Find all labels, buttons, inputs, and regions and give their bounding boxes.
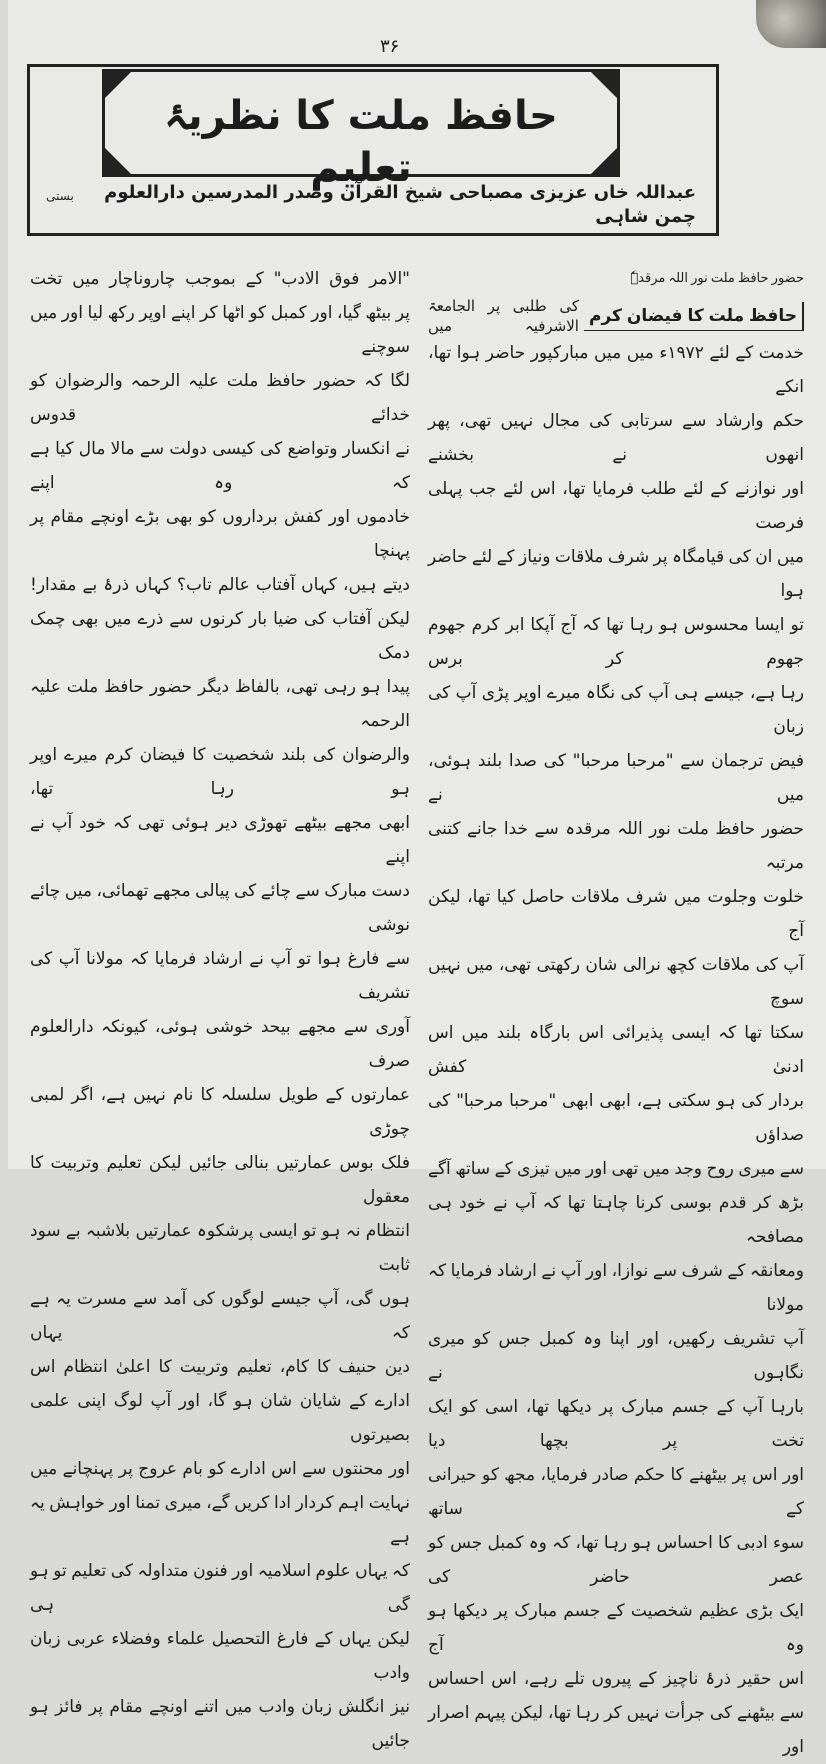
text-line: حکم وارشاد سے سرتابی کی مجال نہیں تھی، پھر انھوں نے بخشنے — [428, 411, 804, 465]
text-line: لیکن یہاں کے فارغ التحصیل علماء وفضلاء عربی زبان وادب — [30, 1629, 410, 1683]
title-frame — [27, 64, 719, 236]
text-line: ایک بڑی عظیم شخصیت کے جسم مبارک پر دیکھا ہو وہ آج — [428, 1601, 804, 1655]
text-line: پیدا ہو رہی تھی، بالفاظ دیگر حضور حافظ ملت علیہ الرحمہ — [30, 677, 410, 731]
text-line: نے انکسار وتواضع کی کیسی دولت سے مالا مال کیا ہے کہ وہ اپنے — [30, 439, 410, 493]
text-line: پر بیٹھ گیا، اور کمبل کو اٹھا کر اپنے اوپر رکھ لیا اور میں سوچنے — [30, 303, 410, 357]
text-line: فیض ترجمان سے "مرحبا مرحبا" کی صدا بلند ہوئی، میں نے — [428, 751, 804, 805]
text-line: اس حقیر ذرۂ ناچیز کے پیروں تلے رہے، اس احساس — [428, 1669, 804, 1689]
text-line: آوری سے مجھے بیحد خوشی ہوئی، کیونکہ دارالعلوم صرف — [30, 1017, 410, 1071]
text-line: عمارتوں کے طویل سلسلہ کا نام نہیں ہے، اگر لمبی چوڑی — [30, 1085, 410, 1139]
text-line: کہ یہاں علوم اسلامیہ اور فنون متداولہ کی تعلیم تو ہو گی ہی — [30, 1561, 410, 1615]
text-line: آپ کی ملاقات کچھ نرالی شان رکھتی تھی، میں نہیں سوچ — [428, 955, 804, 1009]
text-line: بارہا آپ کے جسم مبارک پر دیکھا تھا، اسی کو ایک تخت پر بچھا دیا — [428, 1397, 804, 1451]
title-box — [102, 69, 620, 191]
byline-place: بستی — [46, 189, 74, 203]
text-line: سے بیٹھنے کی جرأت نہیں کر رہا تھا، لیکن پیہم اصرار اور — [428, 1703, 804, 1757]
text-line: لگا کہ حضور حافظ ملت علیہ الرحمہ والرضوان کو خدائے قدوس — [30, 371, 410, 425]
text-line: والرضوان کی بلند شخصیت کا فیضان کرم میرے اوپر ہو رہا تھا، — [30, 745, 410, 799]
subheading-row — [428, 296, 804, 336]
text-line: نیز انگلش زبان وادب میں اتنے اونچے مقام پر فائز ہو جائیں — [30, 1697, 410, 1751]
text-line: کی طلبی پر الجامعۃ الاشرفیہ میں — [428, 297, 579, 335]
text-line: سوء ادبی کا احساس ہو رہا تھا، کہ وہ کمبل جس کو عصر حاضر کی — [428, 1533, 804, 1587]
text-line: میں ان کی قیامگاہ پر شرف ملاقات ونیاز کے لئے حاضر ہوا — [428, 547, 804, 601]
text-line: خدمت کے لئے ۱۹۷۲ء میں میں مبارکپور حاضر ہوا تھا، انکے — [428, 343, 804, 397]
article-title: حافظ ملت کا نظریۂ تعلیم — [164, 93, 558, 191]
text-line: "الامر فوق الادب" کے بموجب چاروناچار میں تخت — [30, 269, 410, 289]
text-line: ابھی مجھے بیٹھے تھوڑی دیر ہوئی تھی کہ خود آپ نے اپنے — [30, 813, 410, 867]
text-line: سے فارغ ہوا تو آپ نے ارشاد فرمایا کہ مولانا آپ کی تشریف — [30, 949, 410, 1003]
right-column — [428, 262, 804, 1764]
text-line: بردار کی ہو سکتی ہے، ابھی ابھی "مرحبا مرحبا" کی صداؤں — [428, 1091, 804, 1145]
text-line: دست مبارک سے چائے کی پیالی مجھے تھمائی، میں چائے نوشی — [30, 881, 410, 935]
text-line: دیتے ہیں، کہاں آفتاب عالم تاب؟ کہاں ذرۂ بے مقدار! — [30, 575, 410, 595]
page-number: ۳۶ — [380, 36, 400, 57]
text-line: حضور حافظ ملت نور اللہ مرقدہ سے خدا جانے کتنی مرتبہ — [428, 819, 804, 873]
text-line: فلک بوس عمارتیں بنالی جائیں لیکن تعلیم وتربیت کا معقول — [30, 1153, 410, 1207]
text-line: ومعانقہ کے شرف سے نوازا، اور آپ نے ارشاد فرمایا کہ مولانا — [428, 1261, 804, 1315]
text-line: لیکن آفتاب کی ضیا بار کرنوں سے ذرے میں بھی چمک دمک — [30, 609, 410, 663]
text-line: خادموں اور کفش برداروں کو بھی بڑے اونچے مقام پر پہنچا — [30, 507, 410, 561]
text-line: تو ایسا محسوس ہو رہا تھا کہ آج آپکا ابر کرم جھوم جھوم کر برس — [428, 615, 804, 669]
left-column — [30, 262, 410, 1758]
text-line: اور اس پر بیٹھنے کا حکم صادر فرمایا، مجھ کو حیرانی کے ساتھ — [428, 1465, 804, 1519]
text-line: آپ تشریف رکھیں، اور اپنا وہ کمبل جس کو میری نگاہوں نے — [428, 1329, 804, 1383]
text-line: سے میری روح وجد میں تھی اور میں تیزی کے ساتھ آگے — [428, 1159, 804, 1179]
text-line: ہوں گی، آپ جیسے لوگوں کی آمد سے مسرت یہ ہے کہ یہاں — [30, 1289, 410, 1343]
text-line: اور نوازنے کے لئے طلب فرمایا تھا، اس لئے جب پہلی فرصت — [428, 479, 804, 533]
text-line: خلوت وجلوت میں شرف ملاقات حاصل کیا تھا، لیکن آج — [428, 887, 804, 941]
text-line: انتظام نہ ہو تو ایسی پرشکوہ عمارتیں بلاشبہ بے سود ثابت — [30, 1221, 410, 1275]
text-line: نہایت اہم کردار ادا کریں گے، میری تمنا اور خواہش یہ ہے — [30, 1493, 410, 1547]
text-line: بڑھ کر قدم بوسی کرنا چاہتا تھا کہ آپ نے خود ہی مصافحہ — [428, 1193, 804, 1247]
text-line: ادارے کے شایان شان ہو گا، اور آپ لوگ اپنی علمی بصیرتوں — [30, 1391, 410, 1445]
top-note: حضور حافظ ملت نور اللہ مرقدہٗ — [630, 271, 804, 286]
text-line: اور محنتوں سے اس ادارے کو بام عروج پر پہنچانے میں — [30, 1459, 410, 1479]
section-subheading: حافظ ملت کا فیضان کرم — [584, 302, 804, 331]
metal-nut-object — [756, 0, 826, 48]
text-line: رہا ہے، جیسے ہی آپ کی نگاہ میرے اوپر پڑی آپ کی زبان — [428, 683, 804, 737]
text-line: دین حنیف کا کام، تعلیم وتربیت کا اعلیٰ انتظام اس — [30, 1357, 410, 1377]
text-line: سکتا تھا کہ ایسی پذیرائی اس بارگاہ بلند میں اس ادنیٰ کفش — [428, 1023, 804, 1077]
author-byline: عبداللہ خاں عزیزی مصباحی شیخ القرآن وصدر المدرسین دارالعلوم چمن شاہی — [104, 182, 696, 227]
